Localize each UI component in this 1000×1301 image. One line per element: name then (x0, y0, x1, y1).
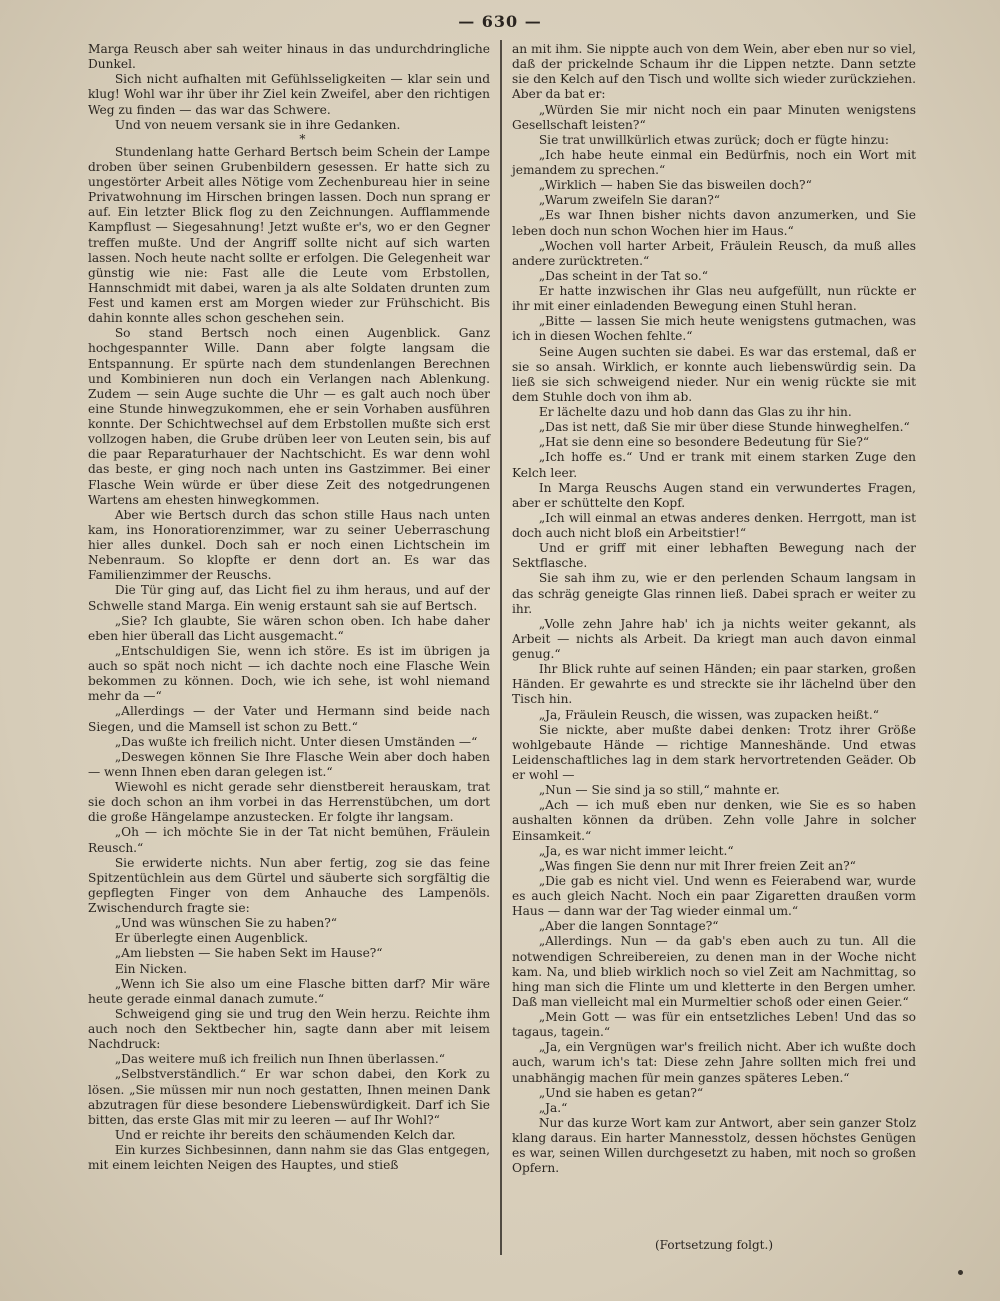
paragraph: „Oh — ich möchte Sie in der Tat nicht bemühen, Fräulein Reusch.“ (88, 825, 490, 855)
paragraph: In Marga Reuschs Augen stand ein verwundertes Fragen, aber er schüttelte den Kopf. (512, 480, 916, 510)
paragraph: „Was fingen Sie denn nur mit Ihrer freien Zeit an?“ (538, 858, 856, 873)
column-divider (500, 40, 502, 1255)
paragraph: „Allerdings — der Vater und Hermann sind beide nach Siegen, und die Mamsell ist schon zu Bett.“ (88, 704, 490, 734)
paragraph: „Sie? Ich glaubte, Sie wären schon oben. Ich habe daher eben hier überall das Licht ausgemacht.“ (88, 613, 490, 643)
paragraph: Sie trat unwillkürlich etwas zurück; doch er fügte hinzu: (538, 132, 889, 147)
paragraph: „Ich habe heute einmal ein Bedürfnis, noch ein Wort mit jemandem zu sprechen.“ (512, 147, 916, 177)
paragraph: „Ja, Fräulein Reusch, die wissen, was zupacken heißt.“ (538, 707, 879, 722)
paragraph: Sie erwiderte nichts. Nun aber fertig, zog sie das feine Spitzentüchlein aus dem Gürtel und säuberte sich sorgfältig die gepflegten Finger von dem Anhauche des Lampenöls. Zwischendurch fragte sie: (88, 855, 490, 915)
paragraph: „Das wußte ich freilich nicht. Unter diesen Umständen —“ (114, 734, 478, 749)
paragraph: „Das ist nett, daß Sie mir über diese Stunde hinweghelfen.“ (538, 420, 910, 435)
paragraph: Ein kurzes Sichbesinnen, dann nahm sie das Glas entgegen, mit einem leichten Neigen des Hauptes, und stieß (88, 1143, 490, 1173)
paragraph: „Und sie haben es getan?“ (538, 1085, 704, 1100)
paragraph: Und er reichte ihr bereits den schäumenden Kelch dar. (114, 1127, 456, 1142)
paragraph: „Das weitere muß ich freilich nun Ihnen überlassen.“ (114, 1052, 445, 1067)
paragraph: „Und was wünschen Sie zu haben?“ (114, 916, 337, 931)
continuation-note: (Fortsetzung folgt.) (655, 1238, 773, 1252)
paragraph: „Aber die langen Sonntage?“ (538, 919, 719, 934)
paragraph: „Allerdings. Nun — da gab's eben auch zu tun. All die notwendigen Schreibereien, zu denen man in der Woche nicht kam. Na, und blieb wirklich noch so viel Zeit am Nachmittag, so hing man sich die Flinte um und kletterte in den Bergen umher. Daß man vielleicht mal ein Murmeltier schoß oder einen Geier.“ (512, 934, 916, 1009)
paragraph: Seine Augen suchten sie dabei. Es war das erstemal, daß er sie so ansah. Wirklich, er konnte auch liebenswürdig sein. Da ließ sie sich schweigend nieder. Nur ein wenig rückte sie mit dem Stuhle doch von ihm ab. (512, 344, 916, 404)
paragraph: Sie nickte, aber mußte dabei denken: Trotz ihrer Größe wohlgebaute Hände — richtige Manneshände. Und etwas Leidenschaftliches lag in dem stark hervortretenden Geäder. Ob er wohl — (512, 722, 916, 782)
paragraph: „Bitte — lassen Sie mich heute wenigstens gutmachen, was ich in diesen Wochen fehlte.“ (512, 314, 916, 344)
paragraph: „Ja, es war nicht immer leicht.“ (538, 843, 734, 858)
paragraph: „Ich hoffe es.“ Und er trank mit einem starken Zuge den Kelch leer. (512, 450, 916, 480)
paragraph: „Entschuldigen Sie, wenn ich störe. Es ist im übrigen ja auch so spät noch nicht — ich dachte noch eine Flasche Wein bekommen zu können. Doch, wie ich sehe, ist wohl niemand mehr da —“ (88, 643, 490, 704)
paragraph: Aber wie Bertsch durch das schon stille Haus nach unten kam, ins Honoratiorenzimmer, war zu seiner Ueberraschung hier alles dunkel. Doch sah er noch einen Lichtschein im Nebenraum. So klopfte er denn dort an. Es war das Familienzimmer der Reuschs. (88, 507, 490, 583)
paragraph: „Ja.“ (538, 1100, 568, 1115)
paragraph: Er lächelte dazu und hob dann das Glas zu ihr hin. (538, 405, 852, 419)
paragraph: Sie sah ihm zu, wie er den perlenden Schaum langsam in das schräg geneigte Glas rinnen ließ. Dabei sprach er weiter zu ihr. (512, 571, 916, 616)
left-column (88, 42, 490, 1173)
paragraph: „Wirklich — haben Sie das bisweilen doch?“ (538, 178, 812, 193)
paragraph: Und von neuem versank sie in ihre Gedanken. (114, 117, 401, 132)
paragraph: „Deswegen können Sie Ihre Flasche Wein aber doch haben — wenn Ihnen eben daran gelegen ist.“ (88, 749, 490, 779)
paragraph: „Wenn ich Sie also um eine Flasche bitten darf? Mir wäre heute gerade einmal danach zumute.“ (88, 976, 490, 1006)
paragraph: „Hat sie denn eine so besondere Bedeutung für Sie?“ (538, 435, 870, 450)
paragraph: Die Tür ging auf, das Licht fiel zu ihm heraus, und auf der Schwelle stand Marga. Ein wenig erstaunt sah sie auf Bertsch. (88, 583, 490, 613)
paragraph: „Ach — ich muß eben nur denken, wie Sie es so haben aushalten können da drüben. Zehn volle Jahre in solcher Einsamkeit.“ (512, 798, 916, 843)
paragraph: „Nun — Sie sind ja so still,“ mahnte er. (538, 783, 780, 798)
paragraph: „Am liebsten — Sie haben Sekt im Hause?“ (114, 946, 383, 961)
page-number: — 630 — (458, 12, 542, 31)
paragraph: „Selbstverständlich.“ Er war schon dabei, den Kork zu lösen. „Sie müssen mir nun noch gestatten, Ihnen meinen Dank abzutragen für diese besondere Liebenswürdigkeit. Darf ich Sie bitten, das erste Glas mit mir zu leeren — auf Ihr Wohl?“ (88, 1067, 490, 1127)
paragraph: Marga Reusch aber sah weiter hinaus in das undurchdringliche Dunkel. (88, 42, 490, 72)
paragraph: Schweigend ging sie und trug den Wein herzu. Reichte ihm auch noch den Sektbecher hin, sagte dann aber mit leisem Nachdruck: (88, 1006, 490, 1052)
paragraph: Stundenlang hatte Gerhard Bertsch beim Schein der Lampe droben über seinen Grubenbildern gesessen. Er hatte sich zu ungestörter Arbeit alles Nötige vom Zechenbureau hier in seine Privatwohnung im Hirschen bringen lassen. Doch nun sprang er auf. Ein letzter Blick flog zu den Zeichnungen. Aufflammende Kampflust — Siegesahnung! Jetzt wußte er's, wo er den Gegner treffen mußte. Und der Angriff sollte nicht auf sich warten lassen. Noch heute nacht sollte er erfolgen. Die Gelegenheit war günstig wie nie: Fast alle die Leute vom Erbstollen, Hannschmidt mit dabei, waren ja als alte Soldaten drunten zum Fest und kamen erst am Morgen wieder zur Frühschicht. Bis dahin konnte alles schon geschehen sein. (88, 144, 490, 326)
paragraph: „Wochen voll harter Arbeit, Fräulein Reusch, da muß alles andere zurücktreten.“ (512, 238, 916, 268)
paragraph: So stand Bertsch noch einen Augenblick. Ganz hochgespannter Wille. Dann aber folgte langsam die Entspannung. Er spürte nach dem stundenlangen Berechnen und Kombinieren nun doch ein Verlangen nach Ablenkung. Zudem — sein Auge suchte die Uhr — es galt auch noch über eine Stunde hinwegzukommen, ehe er sein Vorhaben ausführen konnte. Der Schichtwechsel auf dem Erbstollen mußte sich erst vollzogen haben, die Grube drüben leer von Leuten sein, bis auf die paar Reparaturhauer der Nachtschicht. Es war denn wohl das beste, er ging noch nach unten ins Gastzimmer. Bei einer Flasche Wein würde er über diese Zeit des notgedrungenen Wartens am ehesten hinwegkommen. (88, 326, 490, 507)
paragraph: „Es war Ihnen bisher nichts davon anzumerken, und Sie leben doch nun schon Wochen hier im Haus.“ (512, 208, 916, 238)
paragraph: „Mein Gott — was für ein entsetzliches Leben! Und das so tagaus, tagein.“ (512, 1010, 916, 1040)
paragraph: Nur das kurze Wort kam zur Antwort, aber sein ganzer Stolz klang daraus. Ein harter Mannesstolz, dessen höchstes Genügen es war, seinen Willen durchgesetzt zu haben, mit noch so großen Opfern. (512, 1115, 916, 1176)
paragraph: „Ja, ein Vergnügen war's freilich nicht. Aber ich wußte doch auch, warum ich's tat: Diese zehn Jahre sollten mich frei und unabhängig machen für mein ganzes späteres Leben.“ (512, 1040, 916, 1085)
paragraph: „Ich will einmal an etwas anderes denken. Herrgott, man ist doch auch nicht bloß ein Arbeitstier!“ (512, 510, 916, 540)
paragraph: Wiewohl es nicht gerade sehr dienstbereit herauskam, trat sie doch schon an ihm vorbei in das Herrenstübchen, um dort die große Hängelampe anzustecken. Er folgte ihr langsam. (88, 780, 490, 825)
paragraph: „Warum zweifeln Sie daran?“ (538, 193, 720, 208)
right-column (512, 42, 916, 1176)
section-separator: * (299, 131, 306, 146)
paragraph: „Volle zehn Jahre hab' ich ja nichts weiter gekannt, als Arbeit — nichts als Arbeit. Da kriegt man auch davon einmal genug.“ (512, 616, 916, 661)
paragraph: Sich nicht aufhalten mit Gefühlsseligkeiten — klar sein und klug! Wohl war ihr über ihr Ziel kein Zweifel, aber den richtigen Weg zu finden — das war das Schwere. (88, 72, 490, 117)
paragraph: „Das scheint in der Tat so.“ (538, 268, 709, 283)
paragraph: „Die gab es nicht viel. Und wenn es Feierabend war, wurde es auch gleich Nacht. Noch ein paar Zigaretten draußen vorm Haus — dann war der Tag wieder einmal um.“ (512, 873, 916, 919)
paragraph: Er überlegte einen Augenblick. (114, 931, 309, 946)
paragraph: an mit ihm. Sie nippte auch von dem Wein, aber eben nur so viel, daß der prickelnde Schaum ihr die Lippen netzte. Dann setzte sie den Kelch auf den Tisch und wollte sich wieder zurückziehen. Aber da bat er: (512, 42, 916, 102)
paragraph: Und er griff mit einer lebhaften Bewegung nach der Sektflasche. (512, 541, 916, 571)
paragraph: Er hatte inzwischen ihr Glas neu aufgefüllt, nun rückte er ihr mit einer einladenden Bewegung einen Stuhl heran. (512, 284, 916, 314)
paragraph: Ihr Blick ruhte auf seinen Händen; ein paar starken, großen Händen. Er gewahrte es und streckte sie ihr lächelnd über den Tisch hin. (512, 662, 916, 707)
ink-dot (958, 1270, 963, 1275)
paragraph: „Würden Sie mir nicht noch ein paar Minuten wenigstens Gesellschaft leisten?“ (512, 102, 916, 132)
paragraph: Ein Nicken. (114, 961, 188, 976)
